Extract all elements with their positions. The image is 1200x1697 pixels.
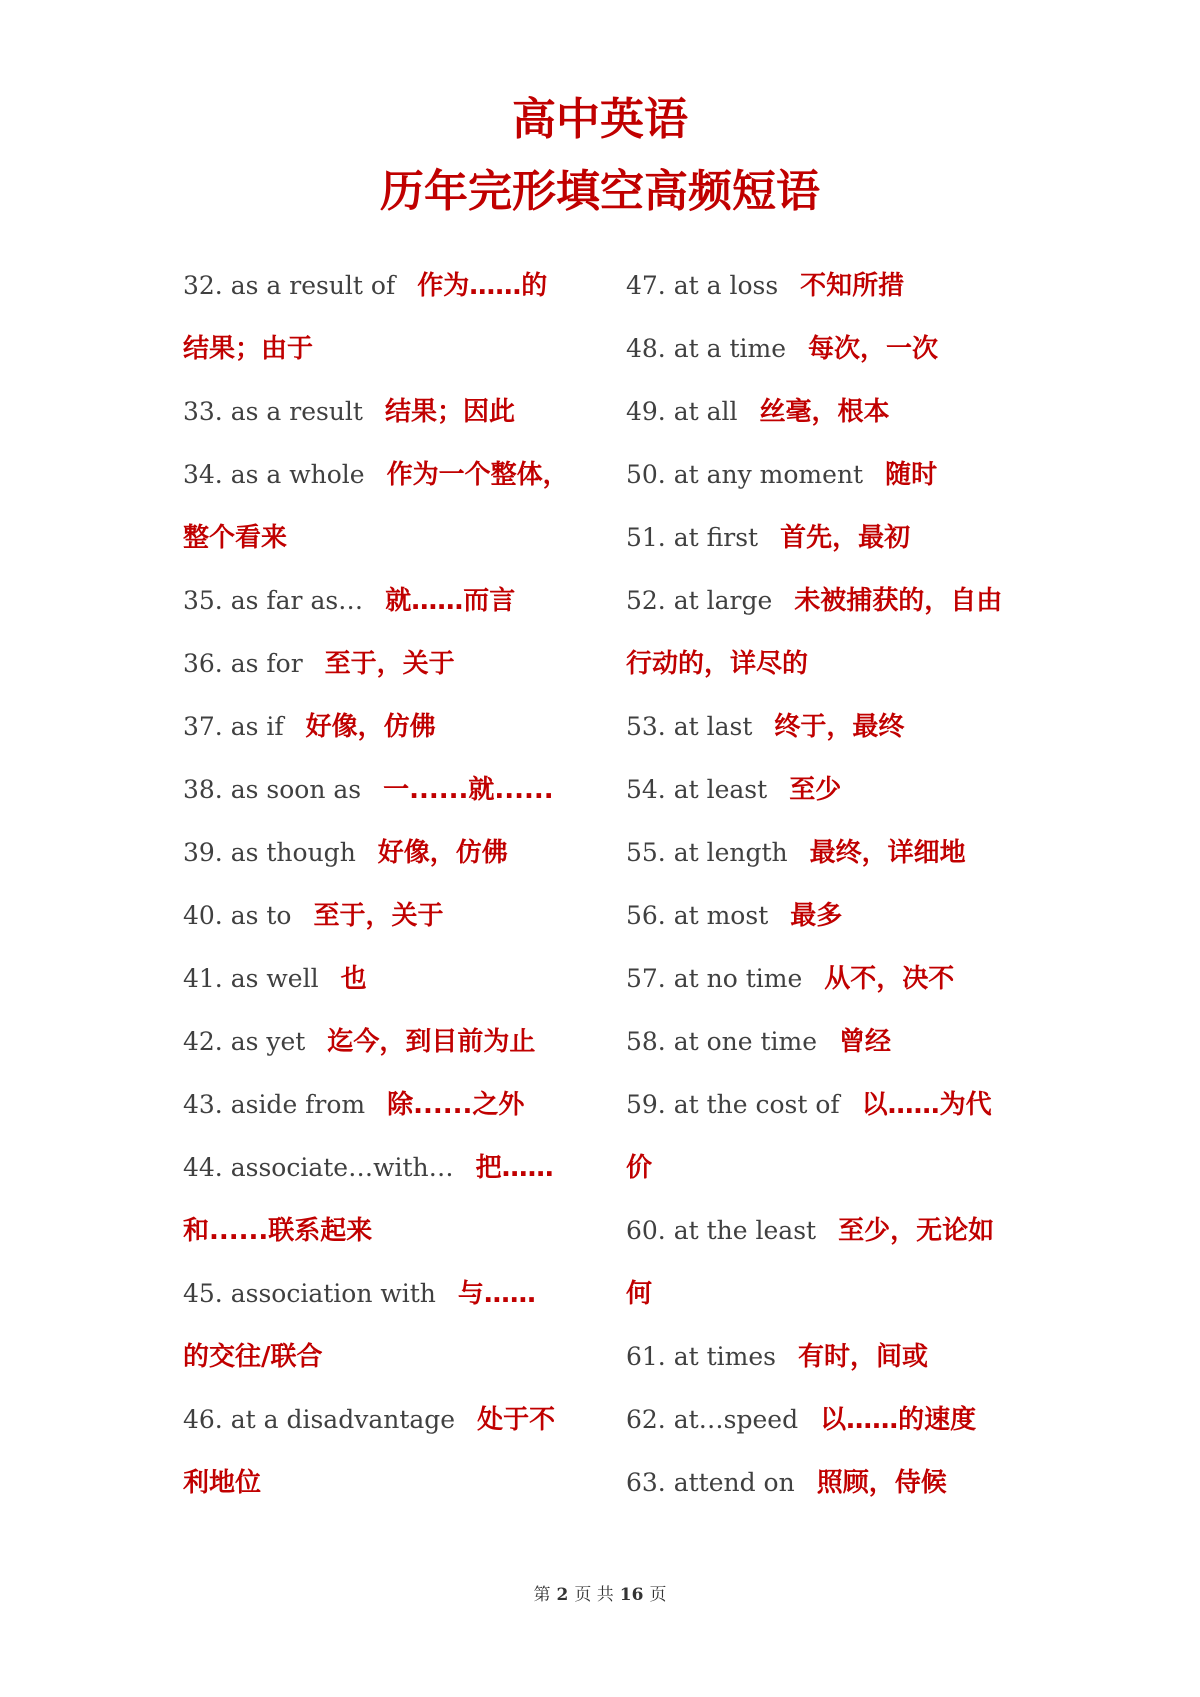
- phrase-english: 39. as though: [183, 838, 356, 867]
- phrase-chinese: 好像，仿佛: [377, 838, 508, 868]
- phrase-english: 51. at first: [626, 523, 759, 552]
- phrase-line: [626, 317, 1046, 380]
- footer-total-pages: 16: [619, 1585, 644, 1605]
- phrase-english: 47. at a loss: [626, 271, 779, 300]
- phrase-english: 60. at the least: [626, 1216, 817, 1245]
- phrase-line: [183, 1451, 593, 1514]
- phrase-english: 45. association with: [183, 1279, 436, 1308]
- phrase-line: [626, 1073, 1046, 1136]
- phrase-english: 50. at any moment: [626, 460, 864, 489]
- phrase-english: 43. aside from: [183, 1090, 366, 1119]
- phrase-chinese: 迄今，到目前为止: [327, 1027, 536, 1057]
- phrase-line: [183, 1136, 593, 1199]
- phrase-line: [626, 569, 1046, 632]
- phrase-english: 59. at the cost of: [626, 1090, 840, 1119]
- phrase-chinese: 至少: [789, 775, 842, 805]
- phrase-chinese: 首先，最初: [780, 523, 911, 553]
- phrase-english: 57. at no time: [626, 964, 803, 993]
- phrase-chinese: 最多: [790, 901, 843, 931]
- phrase-english: 54. at least: [626, 775, 768, 804]
- phrase-english: 34. as a whole: [183, 460, 365, 489]
- phrase-chinese: 结果；因此: [384, 397, 515, 427]
- phrase-line: [183, 1199, 593, 1262]
- phrase-chinese: 好像，仿佛: [305, 712, 436, 742]
- phrase-line: [183, 1073, 593, 1136]
- phrase-chinese: 处于不: [477, 1405, 556, 1435]
- phrase-chinese: 终于，最终: [774, 712, 905, 742]
- phrase-chinese: 从不，决不: [824, 964, 955, 994]
- phrase-english: 48. at a time: [626, 334, 786, 363]
- phrase-chinese: 至于，关于: [313, 901, 444, 931]
- phrase-english: 49. at all: [626, 397, 738, 426]
- phrase-chinese: 以……的速度: [820, 1405, 977, 1435]
- phrase-line: [626, 821, 1046, 884]
- phrase-chinese: 每次，一次: [808, 334, 939, 364]
- footer-middle: 页 共: [574, 1585, 614, 1605]
- phrase-line: [183, 443, 593, 506]
- phrase-line: [183, 317, 593, 380]
- footer-suffix: 页: [649, 1585, 667, 1605]
- phrase-chinese: 行动的，详尽的: [626, 649, 809, 679]
- phrase-line: [626, 632, 1046, 695]
- phrase-english: 53. at last: [626, 712, 753, 741]
- phrase-line: [626, 758, 1046, 821]
- phrase-line: [183, 1010, 593, 1073]
- phrase-line: [626, 506, 1046, 569]
- phrase-line: [183, 632, 593, 695]
- footer-page-number: 2: [556, 1585, 569, 1605]
- phrase-line: [183, 380, 593, 443]
- phrase-english: 56. at most: [626, 901, 769, 930]
- phrase-chinese: 把……: [475, 1153, 554, 1183]
- phrase-chinese: 利地位: [183, 1468, 262, 1498]
- phrase-english: 35. as far as…: [183, 586, 364, 615]
- page-subtitle: 历年完形填空高频短语: [380, 166, 820, 217]
- phrase-chinese: 也: [340, 964, 367, 994]
- phrase-chinese: 作为一个整体，: [386, 460, 569, 490]
- phrase-line: [183, 1262, 593, 1325]
- phrase-line: [183, 506, 593, 569]
- phrase-list-right: [626, 254, 1046, 1514]
- phrase-chinese: 和......联系起来: [183, 1216, 373, 1246]
- phrase-line: [183, 947, 593, 1010]
- phrase-english: 38. as soon as: [183, 775, 362, 804]
- phrase-english: 36. as for: [183, 649, 303, 678]
- phrase-chinese: 有时，间或: [797, 1342, 928, 1372]
- phrase-english: 63. attend on: [626, 1468, 795, 1497]
- phrase-line: [626, 1010, 1046, 1073]
- phrase-chinese: 随时: [885, 460, 938, 490]
- phrase-chinese: 结果；由于: [183, 334, 314, 364]
- phrase-line: [626, 1451, 1046, 1514]
- phrase-chinese: 何: [626, 1279, 653, 1309]
- page-title: 高中英语: [512, 94, 688, 145]
- phrase-chinese: 不知所措: [800, 271, 905, 301]
- phrase-english: 42. as yet: [183, 1027, 306, 1056]
- phrase-english: 55. at length: [626, 838, 788, 867]
- phrase-line: [626, 1199, 1046, 1262]
- phrase-english: 62. at…speed: [626, 1405, 799, 1434]
- phrase-english: 46. at a disadvantage: [183, 1405, 456, 1434]
- phrase-chinese: 整个看来: [183, 523, 288, 553]
- phrase-english: 58. at one time: [626, 1027, 818, 1056]
- phrase-chinese: 最终，详细地: [809, 838, 966, 868]
- phrase-line: [183, 569, 593, 632]
- phrase-line: [183, 695, 593, 758]
- phrase-english: 37. as if: [183, 712, 284, 741]
- phrase-chinese: 除......之外: [387, 1090, 525, 1120]
- phrase-list-left: [183, 254, 593, 1514]
- page-footer: [0, 1580, 1200, 1605]
- phrase-line: [626, 1262, 1046, 1325]
- phrase-chinese: 至于，关于: [324, 649, 455, 679]
- phrase-english: 61. at times: [626, 1342, 776, 1371]
- phrase-line: [626, 380, 1046, 443]
- phrase-line: [626, 1325, 1046, 1388]
- phrase-line: [626, 884, 1046, 947]
- phrase-line: [183, 884, 593, 947]
- phrase-line: [183, 1388, 593, 1451]
- phrase-chinese: 就……而言: [385, 586, 516, 616]
- phrase-chinese: 作为……的: [417, 271, 548, 301]
- phrase-line: [626, 947, 1046, 1010]
- phrase-chinese: 与……: [457, 1279, 536, 1309]
- phrase-line: [626, 254, 1046, 317]
- phrase-chinese: 曾经: [839, 1027, 892, 1057]
- phrase-chinese: 的交往/联合: [183, 1342, 323, 1372]
- phrase-english: 41. as well: [183, 964, 319, 993]
- phrase-chinese: 未被捕获的，自由: [794, 586, 1003, 616]
- phrase-line: [626, 443, 1046, 506]
- phrase-english: 32. as a result of: [183, 271, 396, 300]
- phrase-line: [183, 758, 593, 821]
- footer-prefix: 第: [533, 1585, 551, 1605]
- phrase-chinese: 至少，无论如: [838, 1216, 995, 1246]
- phrase-line: [183, 821, 593, 884]
- phrase-line: [183, 1325, 593, 1388]
- phrase-chinese: 一......就......: [383, 775, 554, 805]
- phrase-line: [626, 695, 1046, 758]
- phrase-chinese: 丝毫，根本: [759, 397, 890, 427]
- phrase-line: [626, 1388, 1046, 1451]
- phrase-english: 40. as to: [183, 901, 292, 930]
- phrase-english: 52. at large: [626, 586, 773, 615]
- phrase-chinese: 照顾，侍候: [816, 1468, 947, 1498]
- phrase-chinese: 以……为代: [861, 1090, 992, 1120]
- phrase-line: [626, 1136, 1046, 1199]
- phrase-chinese: 价: [626, 1153, 653, 1183]
- phrase-english: 44. associate…with…: [183, 1153, 454, 1182]
- phrase-english: 33. as a result: [183, 397, 363, 426]
- phrase-line: [183, 254, 593, 317]
